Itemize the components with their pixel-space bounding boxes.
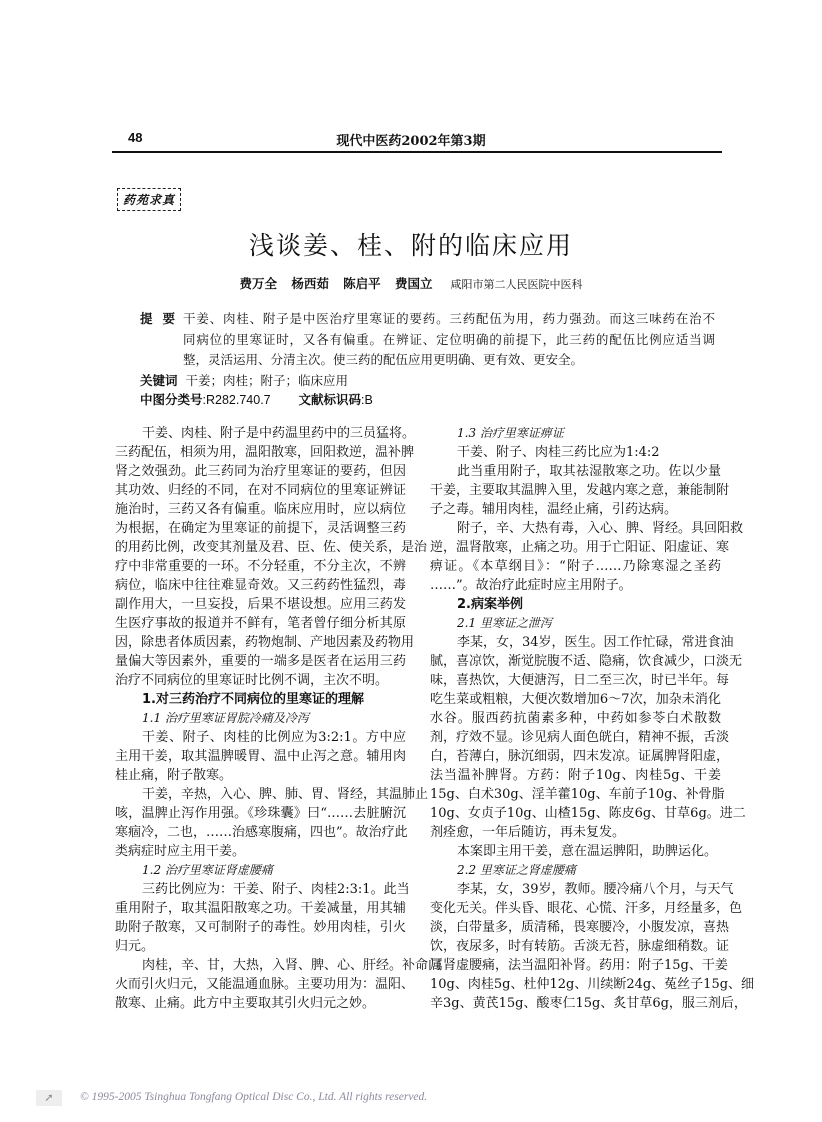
body-text-line: 散寒、止痛。此方中主要取其引火归元之妙。	[115, 996, 376, 1011]
clc-label: 中图分类号	[140, 393, 203, 407]
body-text-line: 干姜、附子、肉桂三药比应为1:4:2	[457, 445, 660, 460]
body-text-line: 剂，疗效不显。诊见病人面色㿠白，精神不振，舌淡	[430, 730, 730, 745]
cnki-logo-icon: ➚	[36, 1090, 62, 1106]
keywords-value: 干姜；肉桂；附子；临床应用	[185, 373, 348, 388]
body-text-line: 病位，临床中往往难显奇效。又三药药性猛烈，毒	[115, 578, 406, 593]
body-text-line: 李某，女，34岁，医生。因工作忙碌，常进食油	[457, 635, 734, 650]
page-number: 48	[128, 130, 143, 145]
body-text-line: 变化无关。伴头昏、眼花、心慌、汗多，月经量多，色	[430, 901, 743, 916]
body-text-line: 助附子散寒，又可制附子的毒性。妙用肉桂，引火	[115, 920, 406, 935]
classification: 中图分类号:R282.740.7 文献标识码:B	[140, 393, 373, 407]
header-rule	[112, 151, 722, 153]
body-text-line: 量偏大等因素外，重要的一端多是医者在运用三药	[115, 654, 406, 669]
body-text-line: 疗中非常重要的一环。不分轻重，不分主次，不辨	[115, 559, 406, 574]
body-text-line: 子之毒。辅用肉桂，温经止痛，引药达病。	[430, 502, 678, 517]
body-text-line: 10g、肉桂5g、杜仲12g、川续断24g、菟丝子15g、细	[430, 977, 755, 992]
keywords-label: 关键词	[140, 373, 178, 388]
body-text-line: 桂止痛，附子散寒。	[115, 768, 233, 783]
author-names: 费万全 杨西茹 陈启平 费国立	[239, 276, 433, 291]
body-text-line: 咳，温脾止泻作用强。《珍珠囊》曰“……去脏腑沉	[115, 806, 406, 821]
author-line	[0, 274, 822, 292]
body-text-line: 副作用大，一旦妄投，后果不堪设想。应用三药发	[115, 597, 406, 612]
body-text-line: 属肾虚腰痛，法当温阳补肾。药用：附子15g、干姜	[430, 958, 728, 973]
body-text-line: 其功效、归经的不同，在对不同病位的里寒证辨证	[115, 483, 406, 498]
body-text-line: 剂痊愈，一年后随访，再未复发。	[430, 825, 626, 840]
right-column	[430, 424, 755, 1013]
body-text-line: 15g、白术30g、淫羊藿10g、车前子10g、补骨脂	[430, 787, 725, 802]
body-text-line: 附子，辛、大热有毒，入心、脾、肾经。具回阳救	[457, 521, 744, 536]
body-text-line: 干姜，辛热，入心、脾、肺、胃、肾经，其温肺止	[142, 787, 429, 802]
body-text-line: 肾之效强劲。此三药同为治疗里寒证的要药，但因	[115, 464, 406, 479]
clc-value: R282.740.7	[206, 393, 271, 407]
body-text-line: 三药配伍，相须为用，温阳散寒，回阳救逆，温补脾	[115, 445, 415, 460]
body-text-line: 本案即主用干姜，意在温运脾阳，助脾运化。	[457, 844, 718, 859]
body-text-line: 肉桂，辛、甘，大热，入肾、脾、心、肝经。补命门	[142, 958, 442, 973]
subsection-heading: 2.1 里寒证之泄泻	[457, 616, 552, 630]
body-text-line: 痹证。《本草纲目》：“附子……乃除寒湿之圣药	[430, 559, 721, 574]
section-heading: 1.对三药治疗不同病位的里寒证的理解	[142, 692, 364, 707]
body-text-line: 淡，白带量多，质清稀，畏寒腰冷，小腹发凉，喜热	[430, 920, 730, 935]
body-text-line: 生医疗事故的报道并不鲜有，笔者曾仔细分析其原	[115, 616, 406, 631]
body-text-line: 白，苔薄白，脉沉细弱，四末发凉。证属脾肾阳虚，	[430, 749, 730, 764]
subsection-heading: 2.2 里寒证之肾虚腰痛	[457, 863, 576, 877]
body-text-line: 施治时，三药又各有偏重。临床应用时，应以病位	[115, 502, 406, 517]
body-text-line: 类病症时应主用干姜。	[115, 844, 246, 859]
doc-code-label: 文献标识码	[298, 393, 361, 407]
body-text-line: 重用附子，取其温阳散寒之功。干姜减量，用其辅	[115, 901, 406, 916]
body-text-line: 寒痼冷，二也，……治感寒腹痛，四也”。故治疗此	[115, 825, 408, 840]
body-text-line: 因，除患者体质因素，药物炮制、产地因素及药物用	[115, 635, 415, 650]
body-text-line: 的用药比例，改变其剂量及君、臣、佐、使关系，是治	[115, 540, 428, 555]
body-text-line: 辛3g、黄芪15g、酸枣仁15g、炙甘草6g，服三剂后，	[430, 996, 747, 1011]
body-text-line: 法当温补脾肾。方药：附子10g、肉桂5g、干姜	[430, 768, 721, 783]
body-text-line: 归元。	[115, 939, 155, 954]
abstract-line: 干姜、肉桂、附子是中医治疗里寒证的要药。三药配伍为用，药力强劲。而这三味药在治不	[183, 311, 715, 326]
body-text-line: 干姜，主要取其温脾入里，发越内寒之意，兼能制附	[430, 483, 730, 498]
body-text-line: 干姜、肉桂、附子是中药温里药中的三员猛将。	[142, 426, 416, 441]
left-column	[115, 424, 442, 1013]
body-text-line: 逆，温肾散寒，止痛之功。用于亡阳证、阳虚证、寒	[430, 540, 730, 555]
abstract-line: 整，灵活运用、分清主次。使三药的配伍应用更明确、更有效、更安全。	[183, 352, 584, 367]
body-text-line: 为根据，在确定为里寒证的前提下，灵活调整三药	[115, 521, 406, 536]
keywords	[140, 371, 348, 389]
subsection-heading: 1.2 治疗里寒证肾虚腰痛	[142, 863, 273, 877]
body-text-line: 吃生菜或粗粮，大便次数增加6～7次，加杂未消化	[430, 692, 721, 707]
journal-header: 现代中医药2002年第3期	[336, 134, 486, 149]
section-heading: 2.病案举例	[457, 597, 523, 612]
body-text-line: 饮，夜尿多，时有转筋。舌淡无苔，脉虚细稍数。证	[430, 939, 730, 954]
abstract-text	[183, 309, 715, 371]
article-title: 浅谈姜、桂、附的临床应用	[248, 231, 573, 260]
column-tag: 药苑求真	[117, 188, 181, 211]
body-text-line: 干姜、附子、肉桂的比例应为3:2:1。方中应	[142, 730, 406, 745]
subsection-heading: 1.3 治疗里寒证痹证	[457, 426, 564, 440]
doc-code-value: B	[364, 393, 373, 407]
body-text-line: 三药比例应为：干姜、附子、肉桂2:3:1。此当	[142, 882, 410, 897]
body-text-line: 火而引火归元，又能温通血脉。主要功用为：温阳、	[115, 977, 415, 992]
abstract-line: 同病位的里寒证时，又各有偏重。在辨证、定位明确的前提下，此三药的配伍比例应适当调	[183, 331, 715, 347]
subsection-heading: 1.1 治疗里寒证胃脘冷痛及冷泻	[142, 711, 309, 725]
body-text-line: 水谷。服西药抗菌素多种，中药如参苓白术散数	[430, 711, 721, 726]
abstract-label: 提要	[140, 311, 186, 326]
body-text-line: 治疗不同病位的里寒证时比例不调，主次不明。	[115, 673, 389, 688]
body-text-line: ……”。故治疗此症时应主用附子。	[430, 578, 632, 593]
body-text-line: 此当重用附子，取其祛湿散寒之功。佐以少量	[457, 464, 721, 479]
body-text-line: 李某，女，39岁，教师。腰冷痛八个月，与天气	[457, 882, 734, 897]
copyright-footer: © 1995-2005 Tsinghua Tongfang Optical Disc Co., Ltd. All rights reserved.	[80, 1091, 428, 1103]
body-text-line: 腻，喜凉饮，渐觉脘腹不适、隐痛，饮食减少，口淡无	[430, 654, 743, 669]
author-affiliation: 咸阳市第二人民医院中医科	[450, 278, 583, 291]
body-text-line: 味，喜热饮，大便溏泻，日二至三次，时已半年。每	[430, 673, 730, 688]
body-text-line: 10g、女贞子10g、山楂15g、陈皮6g、甘草6g。进二	[430, 806, 746, 821]
body-text-line: 主用干姜，取其温脾暖胃、温中止泻之意。辅用肉	[115, 749, 406, 764]
